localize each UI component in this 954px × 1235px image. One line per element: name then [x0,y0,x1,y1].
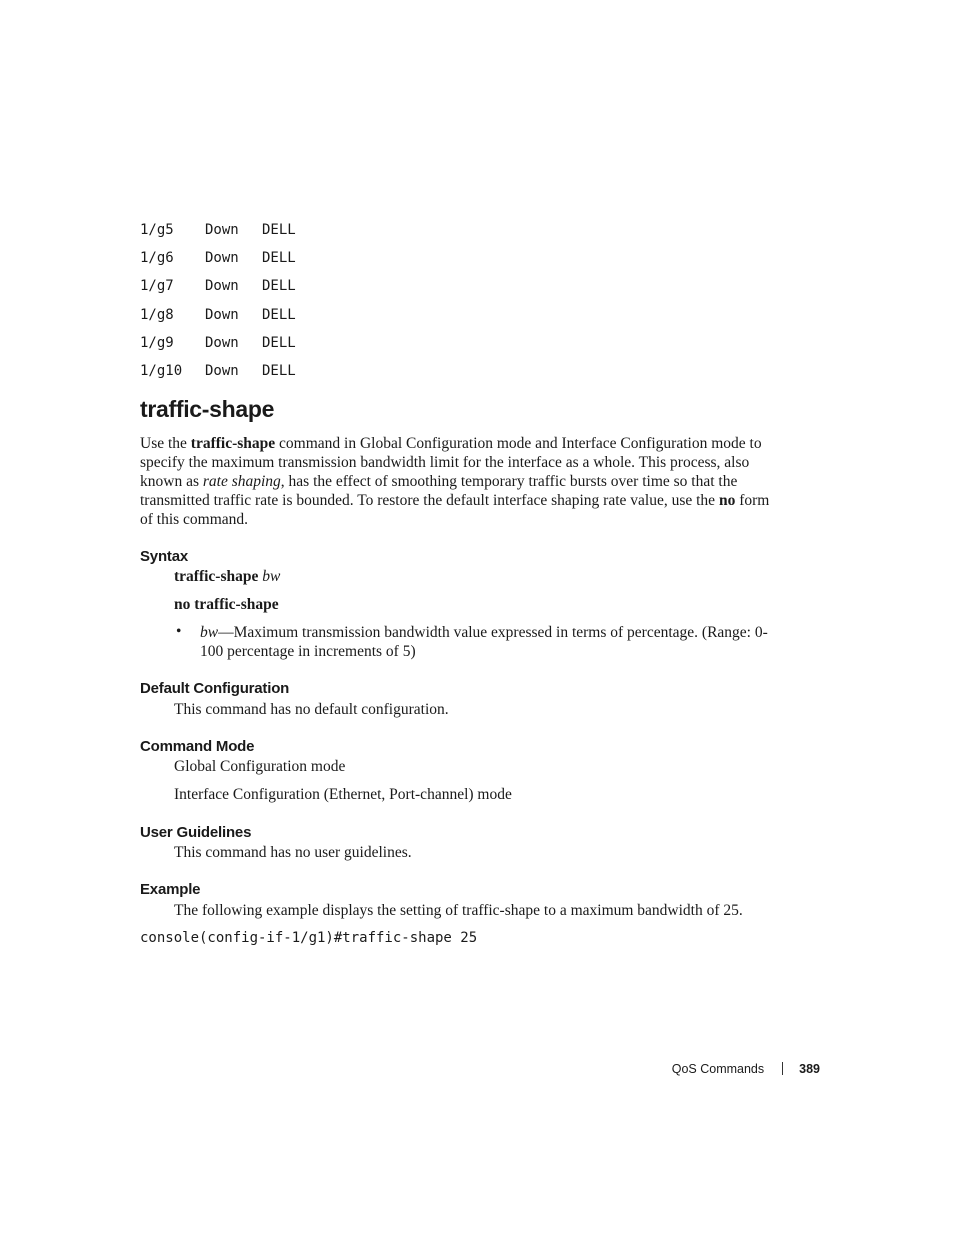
bullet-icon: • [176,623,182,640]
parameter-description [200,623,770,661]
status-cell: Down [205,306,239,323]
example-heading: Example [140,881,201,898]
table-row [140,333,296,361]
command-mode-line: Global Configuration mode [174,758,346,775]
intro-text: command in Global Configuration mode and Interface Configuration mode to specify the maximum transmission bandwidth limit for the interface as a whole. This process, also known as [140,435,762,490]
table-row [140,305,296,333]
default-configuration-heading: Default Configuration [140,680,290,697]
status-cell: Down [205,250,239,267]
footer-divider [782,1062,783,1075]
intro-no-keyword: no [718,492,736,509]
port-cell: 1/g10 [140,362,183,379]
page-number: 389 [799,1062,820,1076]
port-cell: 1/g9 [140,334,174,351]
user-guidelines-heading: User Guidelines [140,824,252,841]
intro-text: form of this command. [140,492,770,528]
description-cell: DELL [262,362,296,379]
syntax-command: traffic-shape [174,568,259,585]
syntax-line [174,567,280,586]
status-cell: Down [205,362,239,379]
parameter-name: bw [200,624,219,641]
intro-term: rate shaping [202,473,281,490]
example-text: The following example displays the setting of traffic-shape to a maximum bandwidth of 25. [174,902,743,919]
intro-text: Use the [140,435,191,452]
description-cell: DELL [262,250,296,267]
port-cell: 1/g8 [140,306,174,323]
default-configuration-text: This command has no default configuration. [174,701,449,718]
port-status-table [140,220,296,389]
status-cell: Down [205,222,239,238]
table-row [140,220,296,248]
description-cell: DELL [262,306,296,323]
port-cell: 1/g7 [140,278,174,295]
port-cell: 1/g5 [140,222,174,238]
status-cell: Down [205,278,239,295]
table-row [140,276,296,304]
intro-text: , has the effect of smoothing temporary traffic bursts over time so that the transmitted traffic rate is bounded. To restore the default interface shaping rate value, use the [140,473,738,509]
command-mode-heading: Command Mode [140,738,255,755]
table-row [140,248,296,276]
syntax-no-line: no traffic-shape [174,596,279,613]
footer-section-title: QoS Commands [671,1062,765,1076]
syntax-heading: Syntax [140,548,188,565]
command-mode-line: Interface Configuration (Ethernet, Port-channel) mode [174,786,512,803]
table-row [140,361,296,389]
page-footer [672,1062,820,1076]
intro-paragraph [140,434,770,529]
description-cell: DELL [262,222,296,238]
port-cell: 1/g6 [140,250,174,267]
status-cell: Down [205,334,239,351]
user-guidelines-text: This command has no user guidelines. [174,844,412,861]
command-title: traffic-shape [140,396,275,422]
description-cell: DELL [262,334,296,351]
example-code: console(config-if-1/g1)#traffic-shape 25 [140,930,478,946]
syntax-argument: bw [262,568,281,585]
parameter-text: —Maximum transmission bandwidth value expressed in terms of percentage. (Range: 0-100 percentage in increments of 5) [200,624,768,660]
description-cell: DELL [262,278,296,295]
intro-command-name: traffic-shape [190,435,276,452]
